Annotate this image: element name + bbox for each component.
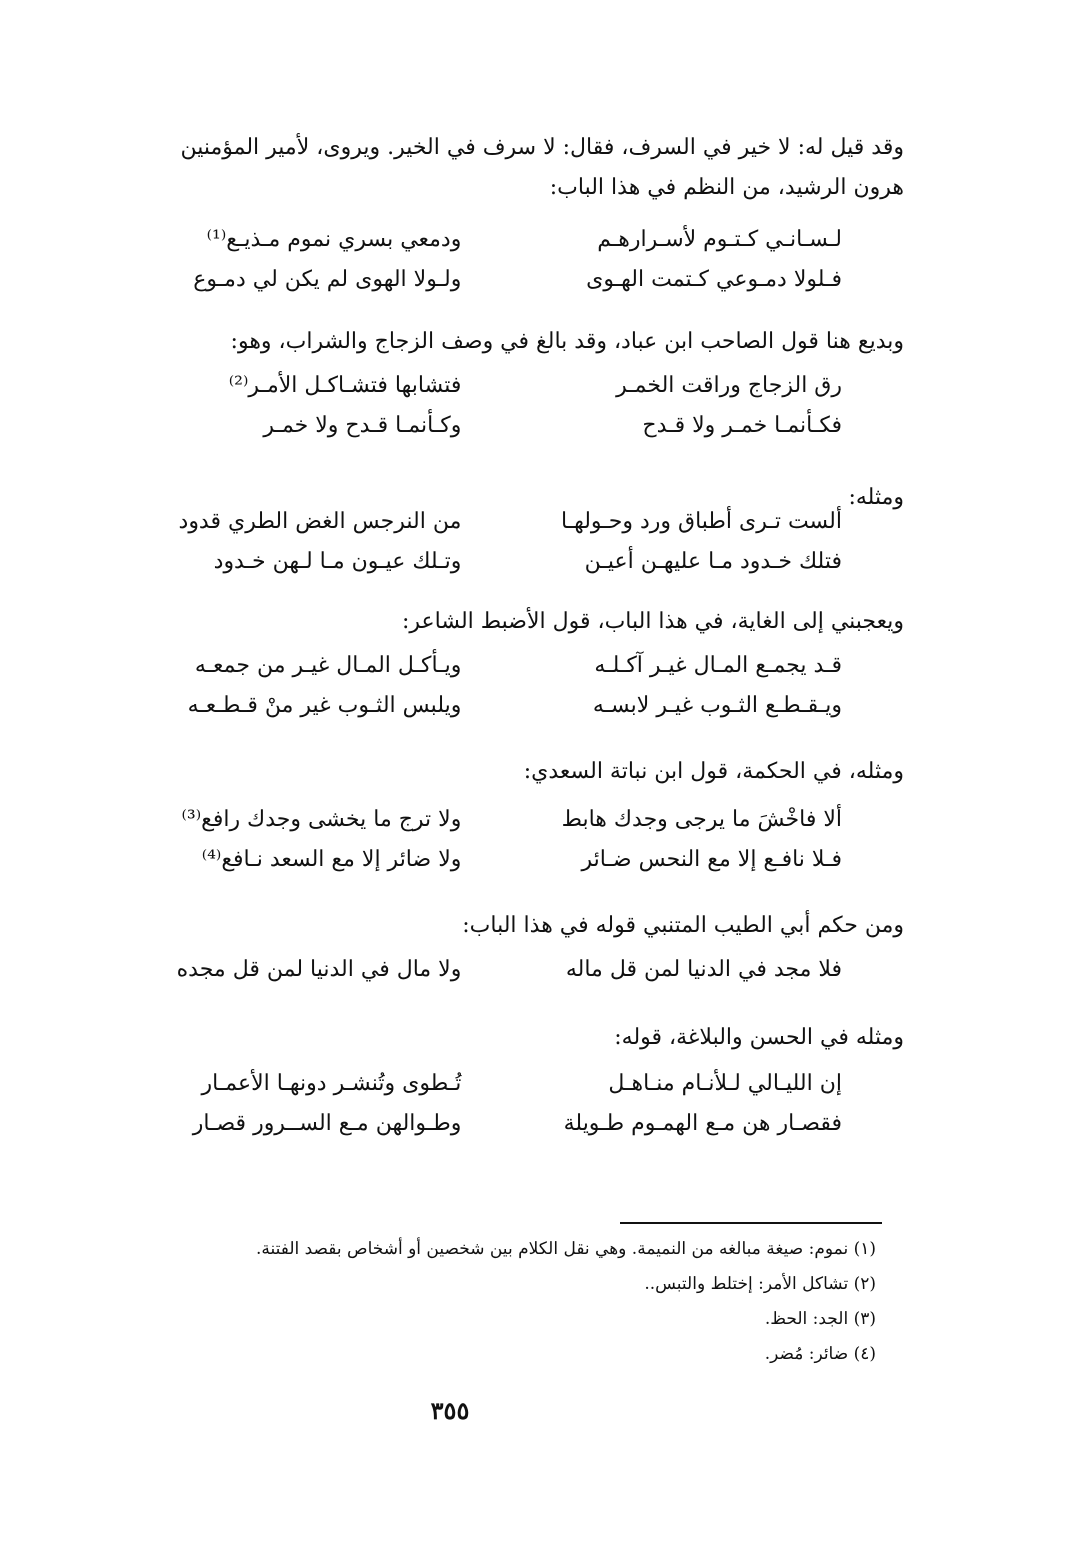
second-hemistich: وطـوالهن مـع الســرور قصـار	[192, 1111, 462, 1136]
text-line: ومثله في الحسن والبلاغة، قوله:	[614, 1025, 904, 1050]
first-hemistich: فقصـار هن مـع الهمـوم طـويلة	[563, 1111, 842, 1136]
footnote: (٣) الجد: الحظ.	[764, 1309, 876, 1329]
text-line: ويعجبني إلى الغاية، في هذا الباب، قول الأضبط الشاعر:	[401, 609, 904, 634]
verse-line	[110, 406, 842, 446]
verse-line	[110, 840, 842, 880]
verse-line	[110, 502, 842, 542]
verse-line	[110, 260, 842, 300]
footnote: (١) نموم: صيغة مبالغه من النميمة. وهي نقل الكلام بين شخصين أو أشخاص بقصد الفتنة.	[255, 1239, 876, 1259]
footnotes	[120, 1232, 876, 1372]
paragraph-husn	[90, 1018, 904, 1058]
first-hemistich: قـد يجمـع المـال غيـر آكـلـه	[594, 653, 842, 678]
second-hemistich: ويلبس الثـوب غير منْ قـطـعـه	[187, 693, 462, 718]
paragraph-mutanabbi	[90, 906, 904, 946]
second-hemistich: من النرجس الغض الطري قدود	[178, 509, 462, 534]
poem-harun	[110, 220, 842, 300]
poem-nubata	[110, 800, 842, 880]
first-hemistich: فـلا نافـع إلا مع النحس ضـائر	[581, 847, 842, 872]
second-hemistich: ولا مال في الدنيا لمن قل مجده	[176, 957, 462, 982]
second-hemistich: ودمعي بسري نموم مـذيـع⁽¹⁾	[206, 227, 462, 252]
text-line: ومثله، في الحكمة، قول ابن نباتة السعدي:	[523, 759, 904, 784]
first-hemistich: فـلولا دمـوعي كـتمت الهـوى	[586, 267, 842, 292]
verse-line	[110, 1104, 842, 1144]
text-line: ومثله:	[848, 485, 904, 510]
first-hemistich: فلا مجد في الدنيا لمن قل ماله	[565, 957, 842, 982]
second-hemistich: ولا ترج ما يخشى وجدك رافع⁽³⁾	[181, 807, 462, 832]
first-hemistich: ألست تـرى أطباق ورد وحـولهـا	[560, 509, 842, 534]
verse-line	[110, 686, 842, 726]
verse-line	[110, 1064, 842, 1104]
verse-line	[110, 950, 842, 990]
text-line: وقد قيل له: لا خير في السرف، فقال: لا سرف في الخير. ويروى، لأمير المؤمنين	[180, 135, 904, 160]
second-hemistich: فتشابها فتشـاكـل الأمـر⁽²⁾	[228, 373, 462, 398]
verse-line	[110, 800, 842, 840]
paragraph-nubata	[90, 752, 904, 792]
verse-line	[110, 220, 842, 260]
first-hemistich: رق الزجاج وراقت الخمـر	[616, 373, 842, 398]
poem-adbat	[110, 646, 842, 726]
verse-line	[110, 542, 842, 582]
poem-mutanabbi-1	[110, 950, 842, 990]
first-hemistich: لـسـانـي كـتـوم لأسـرارهـم	[597, 227, 842, 252]
poem-roses	[110, 502, 842, 582]
second-hemistich: ولا ضائر إلا مع السعد نـافع⁽⁴⁾	[201, 847, 462, 872]
second-hemistich: تُـطوى وتُنشـر دونهـا الأعمـار	[201, 1071, 462, 1096]
first-hemistich: فتلك خـدود مـا عليهـن أعيـن	[584, 549, 842, 574]
text-line: هرون الرشيد، من النظم في هذا الباب:	[549, 175, 904, 200]
poem-sahib	[110, 366, 842, 446]
first-hemistich: ويـقـطـع الثـوب غيـر لابسـه	[592, 693, 842, 718]
verse-line	[110, 366, 842, 406]
text-line: ومن حكم أبي الطيب المتنبي قوله في هذا الباب:	[462, 913, 904, 938]
poem-mutanabbi-2	[110, 1064, 842, 1144]
second-hemistich: وكـأنمـا قـدح ولا خمـر	[263, 413, 462, 438]
paragraph-intro	[90, 128, 904, 208]
second-hemistich: ولـولا الهوى لم يكن لي دمـوع	[193, 267, 462, 292]
paragraph-adbat	[90, 602, 904, 642]
first-hemistich: فكـأنمـا خمـر ولا قـدح	[642, 413, 842, 438]
footnote: (٤) ضائر: مُضر.	[764, 1344, 876, 1364]
footnote-divider	[620, 1222, 882, 1224]
second-hemistich: وتـلك عيـون مـا لـهن خـدود	[213, 549, 462, 574]
first-hemistich: ألا فاخْشَ ما يرجى وجدك هابط	[561, 807, 842, 832]
page-number: ٣٥٥	[430, 1396, 470, 1425]
text-line: وبديع هنا قول الصاحب ابن عباد، وقد بالغ في وصف الزجاج والشراب، وهو:	[230, 329, 904, 354]
first-hemistich: إن الليـالي لـلأنـام منـاهـل	[608, 1071, 842, 1096]
footnote: (٢) تشاكل الأمر: إختلط والتبس..	[644, 1274, 876, 1294]
verse-line	[110, 646, 842, 686]
second-hemistich: ويـأكـل المـال غيـر من جمعـه	[194, 653, 462, 678]
paragraph-sahib	[90, 322, 904, 362]
